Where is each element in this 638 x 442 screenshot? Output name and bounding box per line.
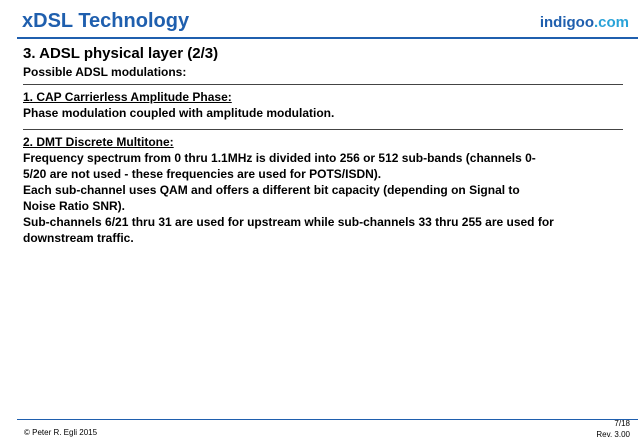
dmt-description-line: Each sub-channel uses QAM and offers a different bit capacity (depending on Signal to [23,183,520,197]
dmt-description-line: Frequency spectrum from 0 thru 1.1MHz is divided into 256 or 512 sub-bands (channels 0- [23,151,536,165]
cap-description-line: Phase modulation coupled with amplitude modulation. [23,106,335,120]
copyright-notice: © Peter R. Egli 2015 [24,428,98,437]
section-subtitle: Possible ADSL modulations: [23,65,187,79]
slide-header-title: xDSL Technology [22,10,190,32]
dmt-description-line: Noise Ratio SNR). [23,199,126,213]
brand-name: indigoo [539,14,594,31]
page-number: 7/18 [614,419,630,428]
item-divider [23,84,623,85]
section-title: 3. ADSL physical layer (2/3) [23,45,219,62]
cap-heading: 1. CAP Carrierless Amplitude Phase: [23,90,232,104]
header-divider [17,37,638,39]
spacer [23,121,623,127]
item-divider [23,129,623,130]
brand-suffix: .com [593,14,629,31]
revision-label: Rev. 3.00 [596,430,630,439]
footer-divider [17,419,638,420]
brand-logo [540,14,629,31]
dmt-description-line: 5/20 are not used - these frequencies are used for POTS/ISDN). [23,167,382,181]
dmt-description-line: Sub-channels 6/21 thru 31 are used for upstream while sub-channels 33 thru 255 are used for [23,215,554,229]
dmt-heading: 2. DMT Discrete Multitone: [23,135,174,149]
slide-content [23,44,623,246]
dmt-description-line: downstream traffic. [23,231,134,245]
